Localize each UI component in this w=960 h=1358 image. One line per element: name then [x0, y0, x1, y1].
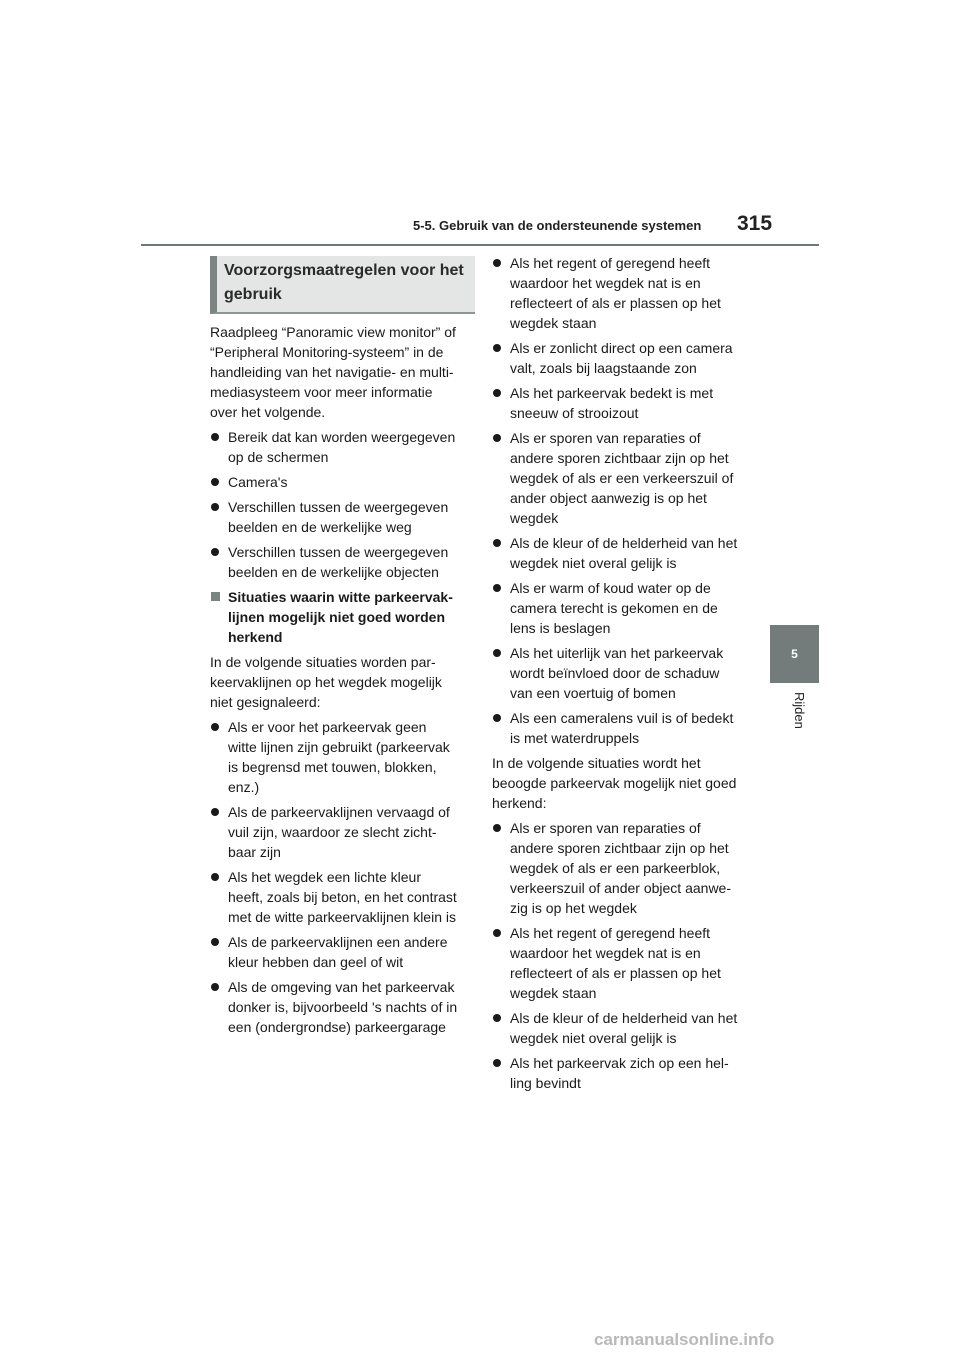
section-title: Voorzorgsmaatregelen voor het gebruik [210, 256, 475, 314]
list-item-text: Als het wegdek een lichte kleur heeft, zoals bij beton, en het contrast met de witte parkeervaklijnen klein is [228, 869, 457, 925]
list-item-text: Bereik dat kan worden weergegeven op de schermen [228, 429, 456, 465]
list-item-text: Als het regent of geregend heeft waardoor het wegdek nat is en reflecteert of als er plassen op het wegdek staan [510, 255, 721, 331]
list-item-text: Als er warm of koud water op de camera terecht is gekomen en de lens is beslagen [510, 580, 718, 636]
list-item [492, 533, 754, 573]
list-item-text: Als er sporen van reparaties of andere sporen zichtbaar zijn op het wegdek of als er een parkeerblok, verkeerszuil of ander object aanwe- zig is op het wegdek [510, 820, 732, 916]
list-item-text: Als de parkeervaklijnen een andere kleur hebben dan geel of wit [228, 934, 448, 970]
subheading-text: Situaties waarin witte parkeervak- lijnen mogelijk niet goed worden herkend [228, 589, 453, 645]
bullet-dot-icon [493, 539, 501, 547]
bullet-dot-icon [493, 434, 501, 442]
list-item [492, 818, 754, 918]
list-item-text: Verschillen tussen de weergegeven beelden en de werkelijke objecten [228, 544, 449, 580]
list-item [210, 542, 472, 582]
bullet-dot-icon [211, 503, 219, 511]
list-item-text: Als de kleur of de helderheid van het wegdek niet overal gelijk is [510, 535, 738, 571]
list-item [210, 427, 472, 467]
bullet-dot-icon [211, 433, 219, 441]
bullet-dot-icon [493, 929, 501, 937]
list-item [492, 1008, 754, 1048]
list-item-text: Als het parkeervak zich op een hel- ling bevindt [510, 1055, 729, 1091]
bullet-dot-icon [493, 824, 501, 832]
bullet-dot-icon [493, 584, 501, 592]
bullet-dot-icon [493, 1014, 501, 1022]
list-item [492, 708, 754, 748]
bullet-dot-icon [211, 478, 219, 486]
bullet-list [492, 253, 754, 748]
chapter-label: Rijden [792, 692, 807, 729]
situations-paragraph: In de volgende situaties worden par- keervaklijnen op het wegdek mogelijk niet gesignaleerd: [210, 654, 442, 710]
chapter-tab [770, 625, 819, 683]
list-item [492, 1053, 754, 1093]
bullet-dot-icon [493, 344, 501, 352]
chapter-number: 5 [791, 647, 798, 661]
bullet-dot-icon [211, 983, 219, 991]
bullet-dot-icon [493, 389, 501, 397]
intro-paragraph: Raadpleeg “Panoramic view monitor” of “Peripheral Monitoring-systeem” in de handleiding van het navigatie- en multi- mediasysteem voor meer informatie over het volgende. [210, 324, 456, 420]
list-item [210, 802, 472, 862]
bullet-dot-icon [211, 873, 219, 881]
bullet-list [492, 818, 754, 1093]
bullet-dot-icon [493, 259, 501, 267]
bullet-dot-icon [211, 548, 219, 556]
subheading [210, 587, 472, 647]
bullet-list [210, 427, 472, 582]
list-item-text: Als de kleur of de helderheid van het wegdek niet overal gelijk is [510, 1010, 738, 1046]
list-item-text: Als het regent of geregend heeft waardoor het wegdek nat is en reflecteert of als er plassen op het wegdek staan [510, 925, 721, 1001]
list-item-text: Als de parkeervaklijnen vervaagd of vuil zijn, waardoor ze slecht zicht- baar zijn [228, 804, 450, 860]
bullet-dot-icon [211, 938, 219, 946]
list-item [210, 932, 472, 972]
bullet-dot-icon [211, 723, 219, 731]
header-section-title: 5-5. Gebruik van de ondersteunende systemen [413, 218, 702, 233]
list-item-text: Camera's [228, 474, 288, 490]
bullet-dot-icon [493, 1059, 501, 1067]
list-item [492, 428, 754, 528]
bullet-dot-icon [493, 649, 501, 657]
list-item-text: Als het uiterlijk van het parkeervak wordt beïnvloed door de schaduw van een voertuig of bomen [510, 645, 724, 701]
list-item-text: Als er sporen van reparaties of andere sporen zichtbaar zijn op het wegdek of als er een verkeerszuil of ander object aanwezig is op het wegdek [510, 430, 734, 526]
bullet-dot-icon [493, 714, 501, 722]
list-item [492, 338, 754, 378]
page-number: 315 [737, 212, 773, 235]
list-item [210, 717, 472, 797]
list-item [210, 497, 472, 537]
list-item-text: Als er zonlicht direct op een camera valt, zoals bij laagstaande zon [510, 340, 733, 376]
list-item-text: Als een cameralens vuil is of bedekt is met waterdruppels [510, 710, 734, 746]
bullet-list [210, 717, 472, 1037]
list-item [492, 253, 754, 333]
list-item-text: Als er voor het parkeervak geen witte lijnen zijn gebruikt (parkeervak is begrensd met touwen, blokken, enz.) [228, 719, 450, 795]
list-item [492, 643, 754, 703]
list-item [210, 977, 472, 1037]
list-item-text: Als de omgeving van het parkeervak donker is, bijvoorbeeld 's nachts of in een (ondergrondse) parkeergarage [228, 979, 458, 1035]
list-item-text: Als het parkeervak bedekt is met sneeuw of strooizout [510, 385, 714, 421]
right-column [492, 253, 754, 1098]
square-marker-icon [211, 592, 220, 601]
list-item [210, 472, 472, 492]
watermark: carmanualsonline.info [594, 1330, 775, 1349]
list-item [492, 383, 754, 423]
header-divider [141, 244, 819, 246]
left-column [210, 256, 472, 1042]
list-item [492, 923, 754, 1003]
bullet-dot-icon [211, 808, 219, 816]
list-item [492, 578, 754, 638]
list-item-text: Verschillen tussen de weergegeven beelden en de werkelijke weg [228, 499, 449, 535]
recognition-paragraph: In de volgende situaties wordt het beoogde parkeervak mogelijk niet goed herkend: [492, 755, 737, 811]
list-item [210, 867, 472, 927]
